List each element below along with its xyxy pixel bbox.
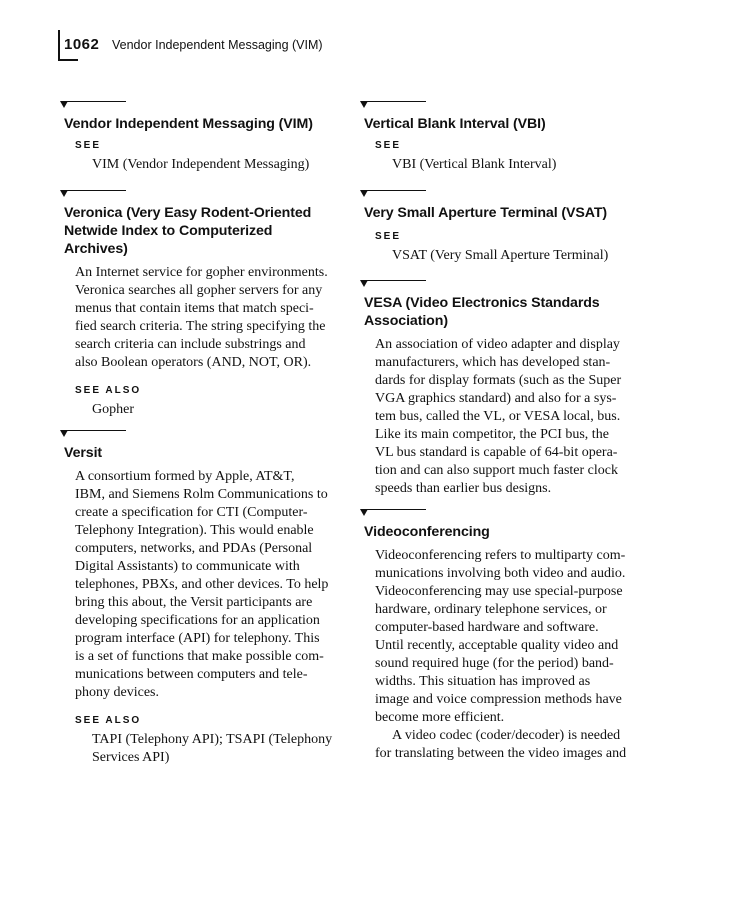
see-reference[interactable]: VIM (Vendor Independent Messaging): [92, 157, 310, 172]
text-line: manufacturers, which has developed stan-: [375, 355, 611, 370]
text-line: munications involving both video and audio.: [375, 566, 626, 581]
running-head: Vendor Independent Messaging (VIM): [112, 38, 323, 52]
see-label: SEE: [75, 140, 102, 151]
text-line: Until recently, acceptable quality video and: [375, 638, 619, 653]
text-line: Digital Assistants) to communicate with: [75, 559, 300, 574]
term-line: Netwide Index to Computerized: [64, 223, 273, 239]
text-line: VGA graphics standard) and also for a sys-: [375, 391, 617, 406]
text-line: program interface (API) for telephony. This: [75, 631, 320, 646]
header-rule: [58, 30, 60, 60]
text-line: become more efficient.: [375, 710, 505, 725]
entry-marker: [60, 101, 350, 111]
text-line: speeds than earlier bus designs.: [375, 481, 552, 496]
text-line: fied search criteria. The string specifying the: [75, 319, 326, 334]
text-line: Like its main competitor, the PCI bus, the: [375, 427, 609, 442]
entry-marker: [360, 101, 650, 111]
text-line: create a specification for CTI (Computer-: [75, 505, 308, 520]
text-line: sound required huge (for the period) band-: [375, 656, 614, 671]
text-line: phony devices.: [75, 685, 159, 700]
entry-veronica: [60, 190, 350, 419]
see-label: SEE: [375, 231, 402, 242]
text-line: for translating between the video images and: [375, 746, 627, 761]
see-reference[interactable]: VSAT (Very Small Aperture Terminal): [392, 248, 609, 263]
entry-term: Vendor Independent Messaging (VIM): [64, 116, 313, 132]
text-line: tem bus, called the VL, or VESA local, bus.: [375, 409, 621, 424]
entry-versit: [60, 430, 350, 767]
entry-term: Videoconferencing: [364, 524, 490, 540]
entry-term: [64, 204, 350, 258]
text-line: munications between computers and tele-: [75, 667, 308, 682]
see-reference[interactable]: VBI (Vertical Blank Interval): [392, 157, 557, 172]
entry-marker: [360, 190, 650, 200]
see-also-reference[interactable]: Gopher: [92, 402, 134, 417]
header-rule-foot: [58, 59, 78, 61]
text-line: A video codec (coder/decoder) is needed: [392, 728, 621, 743]
entry-term: Vertical Blank Interval (VBI): [364, 116, 546, 132]
entry-marker: [360, 509, 650, 519]
text-line: dards for display formats (such as the Super: [375, 373, 622, 388]
entry-vbi: [360, 101, 650, 174]
term-line: Association): [364, 313, 448, 329]
entry-term: Versit: [64, 445, 103, 461]
text-line: developing specifications for an application: [75, 613, 320, 628]
text-line: An association of video adapter and display: [375, 337, 620, 352]
text-line: Telephony Integration). This would enable: [75, 523, 314, 538]
text-line: tion and can also support much faster clock: [375, 463, 618, 478]
text-line: search criteria can include substrings and: [75, 337, 306, 352]
entry-vim: [60, 101, 350, 174]
entry-vesa: [360, 280, 650, 498]
see-also-reference[interactable]: [92, 731, 350, 767]
text-line: image and voice compression methods have: [375, 692, 622, 707]
text-line: computer-based hardware and software.: [375, 620, 599, 635]
entry-videoconferencing: [360, 509, 650, 763]
text-line: is a set of functions that make possible com-: [75, 649, 324, 664]
text-line: computers, networks, and PDAs (Personal: [75, 541, 313, 556]
term-line: Archives): [64, 241, 128, 257]
text-line: Videoconferencing refers to multiparty com-: [375, 548, 626, 563]
entry-definition: [375, 336, 647, 498]
text-line: VL bus standard is capable of 64-bit opera-: [375, 445, 618, 460]
term-line: Veronica (Very Easy Rodent-Oriented: [64, 205, 312, 221]
text-line: menus that contain items that match speci-: [75, 301, 314, 316]
entry-marker: [60, 430, 350, 440]
entry-term: [364, 294, 650, 330]
text-line: Videoconferencing may use special-purpose: [375, 584, 623, 599]
text-line: bring this about, the Versit participants are: [75, 595, 313, 610]
see-also-label: SEE ALSO: [75, 385, 142, 396]
text-line: IBM, and Siemens Rolm Communications to: [75, 487, 328, 502]
reference-line: Services API): [92, 750, 170, 765]
text-line: An Internet service for gopher environments.: [75, 265, 328, 280]
entry-definition: [75, 468, 347, 702]
see-label: SEE: [375, 140, 402, 151]
see-also-label: SEE ALSO: [75, 715, 142, 726]
text-line: Veronica searches all gopher servers for any: [75, 283, 323, 298]
text-line: hardware, ordinary telephone services, or: [375, 602, 607, 617]
text-line: A consortium formed by Apple, AT&T,: [75, 469, 295, 484]
text-line: widths. This situation has improved as: [375, 674, 591, 689]
entry-definition: [75, 264, 347, 372]
entry-marker: [360, 280, 650, 290]
reference-line: TAPI (Telephony API); TSAPI (Telephony: [92, 732, 333, 747]
term-line: VESA (Video Electronics Standards: [364, 295, 600, 311]
entry-marker: [60, 190, 350, 200]
entry-vsat: [360, 190, 650, 265]
entry-definition: [375, 547, 647, 763]
text-line: also Boolean operators (AND, NOT, OR).: [75, 355, 312, 370]
text-line: telephones, PBXs, and other devices. To help: [75, 577, 329, 592]
page-number: 1062: [64, 36, 100, 53]
entry-term: Very Small Aperture Terminal (VSAT): [364, 205, 608, 221]
